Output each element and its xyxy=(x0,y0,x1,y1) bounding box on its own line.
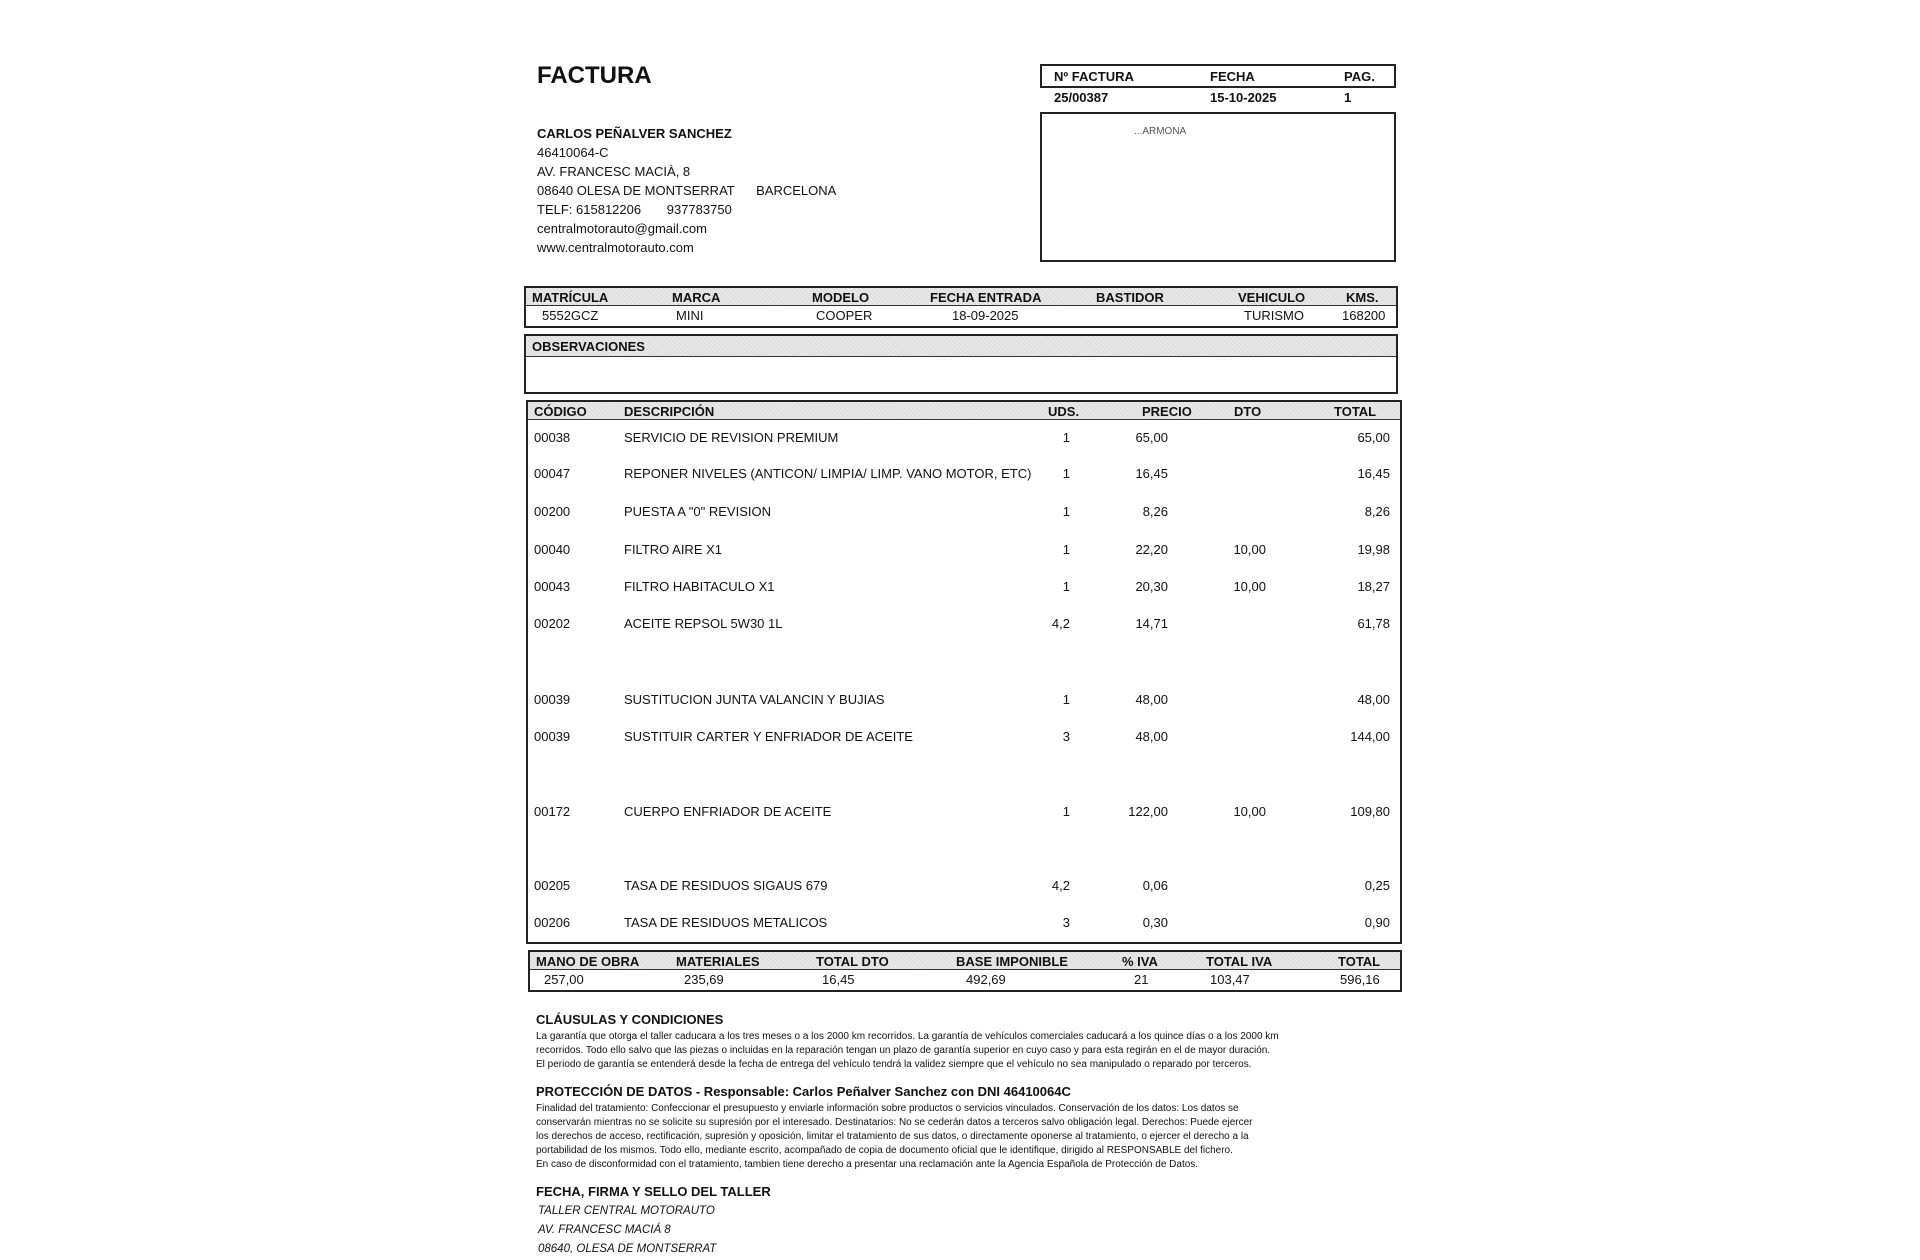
signature-line-3: 08640, OLESA DE MONTSERRAT xyxy=(538,1243,717,1255)
issuer-address: AV. FRANCESC MACIÀ, 8 xyxy=(537,164,691,179)
totals-header-total-dto: TOTAL DTO xyxy=(816,954,889,969)
totals-total: 596,16 xyxy=(1340,972,1380,987)
items-header-row xyxy=(528,402,1400,420)
table-row xyxy=(528,579,1400,597)
item-total: 19,98 xyxy=(1357,542,1390,557)
issuer-email: centralmotorauto@gmail.com xyxy=(537,221,707,236)
totals-header-base-imponible: BASE IMPONIBLE xyxy=(956,954,1068,969)
table-row xyxy=(528,729,1400,747)
data-protection-line-4: portabilidad de los mismos. Todo ello, mediante escrito, acompañado de copia de documento oficial que le identifique, dirigido al RESPONSABLE del fichero. xyxy=(536,1145,1233,1156)
invoice-date-label: FECHA xyxy=(1210,69,1255,84)
item-total: 65,00 xyxy=(1357,430,1390,445)
item-description: SUSTITUIR CARTER Y ENFRIADOR DE ACEITE xyxy=(624,729,913,744)
item-uds: 1 xyxy=(1062,804,1070,819)
vehicle-fecha-entrada: 18-09-2025 xyxy=(952,308,1019,323)
item-price: 48,00 xyxy=(1135,729,1168,744)
item-discount: 10,00 xyxy=(1233,542,1266,557)
item-price: 14,71 xyxy=(1135,616,1168,631)
issuer-block xyxy=(537,124,836,257)
table-row xyxy=(528,504,1400,522)
issuer-name: CARLOS PEÑALVER SANCHEZ xyxy=(537,126,732,141)
item-total: 0,90 xyxy=(1364,915,1390,930)
client-line-1: ...ARMONA xyxy=(1134,126,1187,137)
vehicle-modelo: COOPER xyxy=(816,308,873,323)
item-description: FILTRO HABITACULO X1 xyxy=(624,579,775,594)
item-code: 00206 xyxy=(534,915,571,930)
item-total: 48,00 xyxy=(1357,692,1390,707)
item-code: 00043 xyxy=(534,579,571,594)
items-header-dto: DTO xyxy=(1234,404,1262,419)
table-row xyxy=(528,878,1400,896)
item-total: 144,00 xyxy=(1350,729,1390,744)
vehicle-matricula: 5552GCZ xyxy=(542,308,599,323)
item-discount: 10,00 xyxy=(1233,579,1266,594)
issuer-phone-label: TELF: xyxy=(537,202,573,217)
data-protection-title: PROTECCIÓN DE DATOS - Responsable: Carlos Peñalver Sanchez con DNI 46410064C xyxy=(536,1084,1071,1099)
totals-header-total: TOTAL xyxy=(1338,954,1381,969)
clauses-title: CLÁUSULAS Y CONDICIONES xyxy=(536,1012,724,1027)
items-header-descripcion: DESCRIPCIÓN xyxy=(624,404,715,419)
vehicle-header-modelo: MODELO xyxy=(812,290,870,305)
invoice-page-label: PAG. xyxy=(1344,69,1375,84)
item-code: 00202 xyxy=(534,616,571,631)
vehicle-table xyxy=(524,286,1398,328)
table-row xyxy=(528,804,1400,822)
items-header-codigo: CÓDIGO xyxy=(534,404,587,419)
vehicle-header-marca: MARCA xyxy=(672,290,721,305)
item-description: SERVICIO DE REVISION PREMIUM xyxy=(624,430,839,445)
observations-header xyxy=(526,336,1396,357)
vehicle-header-bastidor: BASTIDOR xyxy=(1096,290,1164,305)
vehicle-header-fecha-entrada: FECHA ENTRADA xyxy=(930,290,1042,305)
item-description: SUSTITUCION JUNTA VALANCIN Y BUJIAS xyxy=(624,692,885,707)
invoice-meta-values xyxy=(1040,90,1392,108)
items-header-precio: PRECIO xyxy=(1142,404,1192,419)
item-uds: 4,2 xyxy=(1051,616,1070,631)
item-code: 00039 xyxy=(534,729,571,744)
totals-total-iva: 103,47 xyxy=(1210,972,1250,987)
data-protection-line-1: Finalidad del tratamiento: Confeccionar el presupuesto y enviarle información sobre productos o servicios vinculados. Conservación de los datos: Los datos se xyxy=(536,1103,1239,1114)
vehicle-header-kms: KMS. xyxy=(1346,290,1379,305)
totals-total-dto: 16,45 xyxy=(822,972,855,987)
issuer-phone1: 615812206 xyxy=(576,202,642,217)
observations-box xyxy=(524,334,1398,394)
item-price: 0,30 xyxy=(1142,915,1168,930)
item-uds: 1 xyxy=(1062,504,1070,519)
item-description: ACEITE REPSOL 5W30 1L xyxy=(624,616,783,631)
invoice-number: 25/00387 xyxy=(1054,90,1109,105)
item-price: 0,06 xyxy=(1142,878,1168,893)
item-total: 16,45 xyxy=(1357,466,1390,481)
data-protection-line-3: los derechos de acceso, rectificación, supresión y oposición, limitar el tratamiento de sus datos, o directamente oponerse al tratamiento, o ejercer el derecho a la xyxy=(536,1131,1249,1142)
item-description: TASA DE RESIDUOS METALICOS xyxy=(624,915,828,930)
vehicle-header-row xyxy=(526,288,1396,306)
item-code: 00039 xyxy=(534,692,571,707)
issuer-nif: 46410064-C xyxy=(537,145,609,160)
item-description: PUESTA A "0" REVISION xyxy=(624,504,771,519)
item-price: 48,00 xyxy=(1135,692,1168,707)
items-header-uds: UDS. xyxy=(1048,404,1080,419)
clauses-line-3: El periodo de garantía se entenderá desde la fecha de entrega del vehículo tendrá la validez siempre que el vehículo no sea manipulado o reparado por terceros. xyxy=(536,1059,1252,1070)
item-uds: 1 xyxy=(1062,466,1070,481)
item-uds: 3 xyxy=(1062,729,1070,744)
table-row xyxy=(528,692,1400,710)
item-code: 00200 xyxy=(534,504,571,519)
item-price: 22,20 xyxy=(1135,542,1168,557)
item-price: 16,45 xyxy=(1135,466,1168,481)
item-code: 00172 xyxy=(534,804,571,819)
item-code: 00047 xyxy=(534,466,571,481)
item-price: 20,30 xyxy=(1135,579,1168,594)
items-table xyxy=(526,400,1402,944)
clauses-line-2: recorridos. Todo ello salvo que las piezas o incluidas en la reparación tengan un plazo de garantía superior en cuyo caso y para esta regirán en el de mayor duración. xyxy=(536,1045,1271,1056)
issuer-phone-line xyxy=(537,200,836,219)
item-code: 00205 xyxy=(534,878,571,893)
totals-materiales: 235,69 xyxy=(684,972,724,987)
item-description: REPONER NIVELES (ANTICON/ LIMPIA/ LIMP. VANO MOTOR, ETC) xyxy=(624,466,1032,481)
totals-header-iva-pct: % IVA xyxy=(1122,954,1158,969)
data-protection-line-5: En caso de disconformidad con el tratamiento, tambien tiene derecho a presentar una reclamación ante la Agencia Española de Protección de Datos. xyxy=(536,1159,1199,1170)
invoice-number-label: Nº FACTURA xyxy=(1054,69,1134,84)
item-price: 8,26 xyxy=(1142,504,1168,519)
client-address-box xyxy=(1040,112,1396,262)
item-description: CUERPO ENFRIADOR DE ACEITE xyxy=(624,804,832,819)
totals-header-total-iva: TOTAL IVA xyxy=(1206,954,1273,969)
signature-block xyxy=(538,1202,716,1259)
issuer-web: www.centralmotorauto.com xyxy=(537,240,694,255)
issuer-city-line xyxy=(537,181,836,200)
signature-line-1: TALLER CENTRAL MOTORAUTO xyxy=(538,1205,715,1217)
totals-iva-pct: 21 xyxy=(1134,972,1149,987)
invoice-meta-header xyxy=(1040,64,1396,88)
item-uds: 1 xyxy=(1062,692,1070,707)
item-total: 0,25 xyxy=(1364,878,1390,893)
totals-mano-obra: 257,00 xyxy=(544,972,584,987)
item-uds: 3 xyxy=(1062,915,1070,930)
table-row xyxy=(528,616,1400,634)
vehicle-header-vehiculo: VEHICULO xyxy=(1238,290,1306,305)
invoice-page: 1 xyxy=(1344,90,1352,105)
table-row xyxy=(528,915,1400,933)
vehicle-kms: 168200 xyxy=(1342,308,1386,323)
observations-label: OBSERVACIONES xyxy=(532,339,645,354)
item-description: TASA DE RESIDUOS SIGAUS 679 xyxy=(624,878,828,893)
totals-table xyxy=(528,950,1402,992)
item-description: FILTRO AIRE X1 xyxy=(624,542,723,557)
table-row xyxy=(528,430,1400,448)
table-row xyxy=(528,542,1400,560)
item-uds: 1 xyxy=(1062,542,1070,557)
data-protection-line-2: conservarán mientras no se solicite su supresión por el interesado. Destinatarios: No se cederán datos a terceros salvo obligación legal. Derechos: Puede ejercer xyxy=(536,1117,1253,1128)
item-price: 122,00 xyxy=(1128,804,1168,819)
item-uds: 1 xyxy=(1062,430,1070,445)
totals-header-mano-obra: MANO DE OBRA xyxy=(536,954,640,969)
clauses-line-1: La garantía que otorga el taller caducara a los tres meses o a los 2000 km recorridos. La garantía de vehículos comerciales caducará a los quince días o a los 2000 km xyxy=(536,1031,1279,1042)
totals-base-imponible: 492,69 xyxy=(966,972,1006,987)
signature-title: FECHA, FIRMA Y SELLO DEL TALLER xyxy=(536,1184,771,1199)
vehicle-tipo: TURISMO xyxy=(1244,308,1304,323)
items-header-total: TOTAL xyxy=(1334,404,1377,419)
item-total: 61,78 xyxy=(1357,616,1390,631)
item-total: 109,80 xyxy=(1350,804,1390,819)
signature-line-2: AV. FRANCESC MACIÁ 8 xyxy=(538,1224,671,1236)
issuer-postal-city: 08640 OLESA DE MONTSERRAT xyxy=(537,183,735,198)
item-uds: 4,2 xyxy=(1051,878,1070,893)
document-title: FACTURA xyxy=(537,62,652,89)
table-row xyxy=(528,466,1400,484)
totals-header-materiales: MATERIALES xyxy=(676,954,760,969)
item-code: 00040 xyxy=(534,542,571,557)
totals-header-row xyxy=(530,952,1400,970)
item-total: 18,27 xyxy=(1357,579,1390,594)
vehicle-header-matricula: MATRÍCULA xyxy=(532,290,609,305)
item-discount: 10,00 xyxy=(1233,804,1266,819)
invoice-date: 15-10-2025 xyxy=(1210,90,1277,105)
item-price: 65,00 xyxy=(1135,430,1168,445)
data-protection-text xyxy=(536,1102,1406,1172)
issuer-province: BARCELONA xyxy=(756,183,837,198)
item-total: 8,26 xyxy=(1364,504,1390,519)
clauses-text xyxy=(536,1030,1406,1072)
item-code: 00038 xyxy=(534,430,571,445)
item-uds: 1 xyxy=(1062,579,1070,594)
issuer-phone2: 937783750 xyxy=(666,202,732,217)
vehicle-marca: MINI xyxy=(676,308,704,323)
